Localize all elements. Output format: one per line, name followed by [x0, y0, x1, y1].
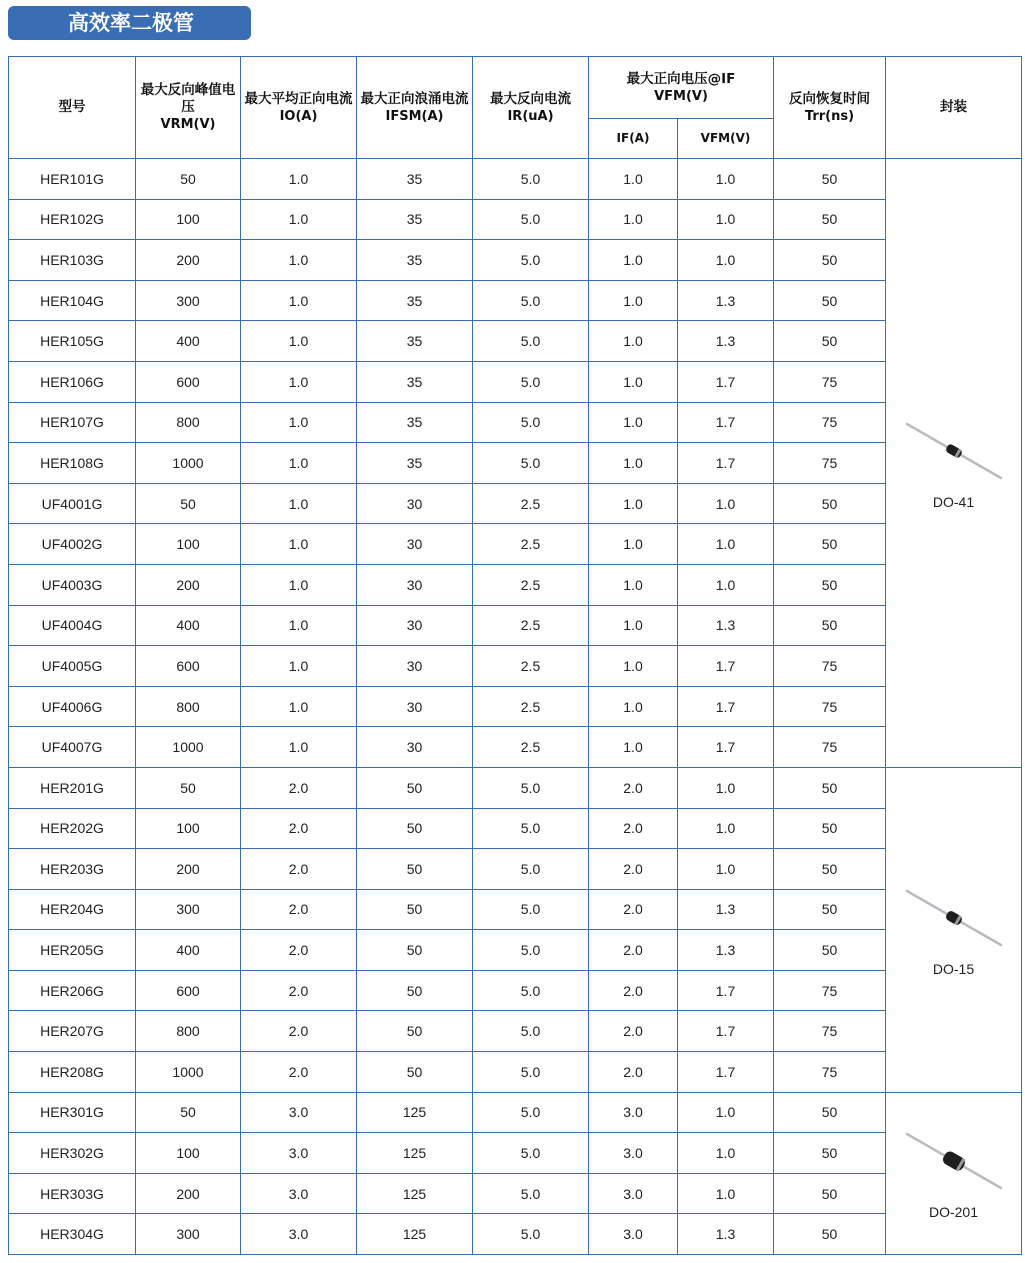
table-row [9, 1052, 1022, 1093]
cell-if: 1.0 [589, 159, 678, 200]
cell-ifsm: 50 [357, 970, 473, 1011]
cell-if: 1.0 [589, 280, 678, 321]
cell-vfm: 1.3 [678, 1214, 774, 1255]
cell-vrrm: 400 [136, 930, 241, 971]
cell-trr: 50 [774, 1133, 886, 1174]
cell-vfm: 1.7 [678, 646, 774, 687]
cell-vfm: 1.0 [678, 240, 774, 281]
cell-vrrm: 50 [136, 159, 241, 200]
cell-vrrm: 600 [136, 646, 241, 687]
cell-model: HER207G [9, 1011, 136, 1052]
cell-if: 2.0 [589, 849, 678, 890]
cell-vfm: 1.3 [678, 930, 774, 971]
cell-vfm: 1.7 [678, 1052, 774, 1093]
cell-vrrm: 400 [136, 321, 241, 362]
cell-ir: 5.0 [473, 321, 589, 362]
cell-vfm: 1.0 [678, 199, 774, 240]
cell-vfm: 1.7 [678, 1011, 774, 1052]
cell-io: 1.0 [241, 524, 357, 565]
header-vfm-unit: VFM(V) [654, 88, 708, 104]
header-model: 型号 [9, 57, 136, 159]
cell-ifsm: 50 [357, 889, 473, 930]
header-vrrm-label: 最大反向峰值电压 [140, 82, 236, 115]
cell-if: 2.0 [589, 970, 678, 1011]
cell-trr: 50 [774, 199, 886, 240]
cell-ifsm: 35 [357, 240, 473, 281]
cell-model: HER203G [9, 849, 136, 890]
cell-model: HER304G [9, 1214, 136, 1255]
cell-vfm: 1.7 [678, 686, 774, 727]
table-row [9, 443, 1022, 484]
cell-vrrm: 800 [136, 402, 241, 443]
cell-trr: 75 [774, 646, 886, 687]
header-trr-unit: Trr(ns) [804, 108, 855, 124]
cell-ir: 5.0 [473, 159, 589, 200]
cell-ir: 2.5 [473, 564, 589, 605]
header-vfm [589, 57, 774, 119]
cell-ifsm: 125 [357, 1173, 473, 1214]
cell-model: HER206G [9, 970, 136, 1011]
cell-ifsm: 35 [357, 280, 473, 321]
cell-ifsm: 30 [357, 605, 473, 646]
cell-ir: 5.0 [473, 849, 589, 890]
cell-model: HER201G [9, 767, 136, 808]
cell-io: 1.0 [241, 402, 357, 443]
cell-io: 1.0 [241, 646, 357, 687]
cell-ifsm: 35 [357, 159, 473, 200]
cell-if: 3.0 [589, 1173, 678, 1214]
cell-trr: 50 [774, 159, 886, 200]
cell-ifsm: 125 [357, 1133, 473, 1174]
cell-trr: 50 [774, 483, 886, 524]
cell-if: 3.0 [589, 1092, 678, 1133]
cell-ir: 5.0 [473, 443, 589, 484]
spec-table-body [9, 159, 1022, 1255]
cell-vrrm: 100 [136, 1133, 241, 1174]
cell-if: 3.0 [589, 1214, 678, 1255]
table-row [9, 240, 1022, 281]
cell-ir: 5.0 [473, 1173, 589, 1214]
cell-ifsm: 30 [357, 483, 473, 524]
cell-ir: 5.0 [473, 361, 589, 402]
cell-vrrm: 1000 [136, 1052, 241, 1093]
cell-vfm: 1.0 [678, 1133, 774, 1174]
cell-ifsm: 50 [357, 849, 473, 890]
cell-trr: 75 [774, 402, 886, 443]
cell-vfm: 1.0 [678, 1173, 774, 1214]
spec-table [8, 56, 1022, 1255]
cell-vfm: 1.3 [678, 280, 774, 321]
cell-vrrm: 1000 [136, 443, 241, 484]
cell-vrrm: 800 [136, 1011, 241, 1052]
cell-io: 2.0 [241, 767, 357, 808]
header-ir [473, 57, 589, 159]
cell-if: 1.0 [589, 321, 678, 362]
cell-ir: 5.0 [473, 402, 589, 443]
cell-trr: 75 [774, 686, 886, 727]
cell-if: 1.0 [589, 646, 678, 687]
cell-if: 1.0 [589, 605, 678, 646]
table-row [9, 1092, 1022, 1133]
cell-ir: 2.5 [473, 646, 589, 687]
cell-io: 1.0 [241, 159, 357, 200]
cell-trr: 75 [774, 1052, 886, 1093]
cell-ir: 2.5 [473, 605, 589, 646]
table-row [9, 808, 1022, 849]
cell-ifsm: 30 [357, 564, 473, 605]
cell-model: HER105G [9, 321, 136, 362]
table-row [9, 686, 1022, 727]
cell-vfm: 1.3 [678, 889, 774, 930]
cell-model: UF4004G [9, 605, 136, 646]
package-cell [886, 159, 1022, 768]
cell-vfm: 1.0 [678, 483, 774, 524]
cell-ifsm: 30 [357, 727, 473, 768]
cell-vrrm: 800 [136, 686, 241, 727]
page-title: 高效率二极管 [8, 6, 251, 40]
cell-io: 3.0 [241, 1092, 357, 1133]
cell-model: UF4006G [9, 686, 136, 727]
cell-model: HER205G [9, 930, 136, 971]
table-row [9, 361, 1022, 402]
table-row [9, 524, 1022, 565]
cell-model: UF4003G [9, 564, 136, 605]
cell-vfm: 1.0 [678, 564, 774, 605]
header-trr [774, 57, 886, 159]
table-row [9, 767, 1022, 808]
cell-ir: 5.0 [473, 767, 589, 808]
cell-vfm: 1.7 [678, 727, 774, 768]
cell-if: 3.0 [589, 1133, 678, 1174]
cell-vrrm: 100 [136, 524, 241, 565]
cell-vfm: 1.0 [678, 1092, 774, 1133]
cell-io: 1.0 [241, 727, 357, 768]
table-row [9, 159, 1022, 200]
cell-model: HER104G [9, 280, 136, 321]
cell-model: UF4002G [9, 524, 136, 565]
cell-io: 1.0 [241, 686, 357, 727]
header-package: 封装 [886, 57, 1022, 159]
cell-ifsm: 35 [357, 361, 473, 402]
table-row [9, 1011, 1022, 1052]
cell-trr: 50 [774, 849, 886, 890]
cell-vrrm: 1000 [136, 727, 241, 768]
table-row [9, 280, 1022, 321]
cell-model: HER204G [9, 889, 136, 930]
cell-if: 1.0 [589, 686, 678, 727]
cell-ifsm: 50 [357, 767, 473, 808]
cell-vfm: 1.7 [678, 443, 774, 484]
cell-trr: 50 [774, 240, 886, 281]
cell-vrrm: 200 [136, 849, 241, 890]
cell-ir: 5.0 [473, 1133, 589, 1174]
cell-ir: 5.0 [473, 930, 589, 971]
cell-if: 2.0 [589, 930, 678, 971]
cell-vrrm: 300 [136, 280, 241, 321]
cell-vrrm: 200 [136, 564, 241, 605]
header-ir-unit: IR(uA) [507, 108, 554, 124]
cell-io: 2.0 [241, 1011, 357, 1052]
cell-io: 1.0 [241, 605, 357, 646]
table-row [9, 1173, 1022, 1214]
cell-ifsm: 35 [357, 199, 473, 240]
cell-vrrm: 300 [136, 1214, 241, 1255]
cell-io: 2.0 [241, 849, 357, 890]
cell-vrrm: 50 [136, 1092, 241, 1133]
cell-model: HER302G [9, 1133, 136, 1174]
cell-ifsm: 50 [357, 808, 473, 849]
table-row [9, 970, 1022, 1011]
cell-if: 2.0 [589, 1052, 678, 1093]
cell-io: 3.0 [241, 1133, 357, 1174]
cell-io: 1.0 [241, 321, 357, 362]
table-row [9, 199, 1022, 240]
axial-diode-icon [899, 1126, 1009, 1196]
table-row [9, 889, 1022, 930]
cell-io: 1.0 [241, 443, 357, 484]
table-row [9, 646, 1022, 687]
table-row [9, 849, 1022, 890]
cell-if: 2.0 [589, 889, 678, 930]
cell-trr: 75 [774, 443, 886, 484]
cell-trr: 75 [774, 361, 886, 402]
cell-if: 1.0 [589, 361, 678, 402]
header-trr-label: 反向恢复时间 [789, 90, 870, 107]
table-row [9, 321, 1022, 362]
cell-model: HER208G [9, 1052, 136, 1093]
cell-io: 1.0 [241, 564, 357, 605]
cell-trr: 50 [774, 1173, 886, 1214]
cell-trr: 50 [774, 564, 886, 605]
cell-io: 1.0 [241, 361, 357, 402]
cell-trr: 75 [774, 727, 886, 768]
cell-trr: 50 [774, 280, 886, 321]
cell-ifsm: 30 [357, 524, 473, 565]
cell-vfm: 1.7 [678, 361, 774, 402]
cell-vrrm: 400 [136, 605, 241, 646]
package-name: DO-41 [932, 493, 975, 510]
cell-vrrm: 50 [136, 767, 241, 808]
cell-io: 1.0 [241, 483, 357, 524]
cell-ir: 2.5 [473, 524, 589, 565]
table-row [9, 564, 1022, 605]
cell-ifsm: 125 [357, 1092, 473, 1133]
header-ifsm-unit: IFSM(A) [385, 108, 444, 124]
cell-vfm: 1.0 [678, 767, 774, 808]
cell-ifsm: 50 [357, 1011, 473, 1052]
cell-vrrm: 200 [136, 240, 241, 281]
cell-io: 3.0 [241, 1173, 357, 1214]
cell-ir: 5.0 [473, 1214, 589, 1255]
cell-ir: 5.0 [473, 1011, 589, 1052]
cell-ir: 2.5 [473, 483, 589, 524]
cell-ir: 5.0 [473, 889, 589, 930]
header-ir-label: 最大反向电流 [490, 90, 571, 107]
cell-ir: 5.0 [473, 1052, 589, 1093]
cell-vrrm: 600 [136, 361, 241, 402]
cell-ifsm: 30 [357, 686, 473, 727]
table-row [9, 930, 1022, 971]
header-if-sub: IF(A) [589, 119, 678, 159]
cell-if: 1.0 [589, 483, 678, 524]
header-vfm-sub: VFM(V) [678, 119, 774, 159]
cell-ir: 2.5 [473, 727, 589, 768]
cell-if: 1.0 [589, 727, 678, 768]
cell-vrrm: 100 [136, 199, 241, 240]
cell-ifsm: 30 [357, 646, 473, 687]
cell-model: UF4005G [9, 646, 136, 687]
cell-trr: 50 [774, 1214, 886, 1255]
cell-model: HER108G [9, 443, 136, 484]
cell-model: HER101G [9, 159, 136, 200]
header-vrrm-unit: VRM(V) [160, 117, 216, 132]
cell-if: 1.0 [589, 402, 678, 443]
cell-io: 1.0 [241, 280, 357, 321]
cell-io: 2.0 [241, 1052, 357, 1093]
cell-trr: 50 [774, 889, 886, 930]
cell-io: 3.0 [241, 1214, 357, 1255]
cell-if: 2.0 [589, 808, 678, 849]
cell-if: 1.0 [589, 199, 678, 240]
cell-trr: 75 [774, 1011, 886, 1052]
cell-model: HER202G [9, 808, 136, 849]
cell-ir: 5.0 [473, 280, 589, 321]
header-io-label: 最大平均正向电流 [244, 90, 353, 107]
cell-trr: 75 [774, 970, 886, 1011]
cell-trr: 50 [774, 321, 886, 362]
package-cell [886, 767, 1022, 1092]
header-io-unit: IO(A) [279, 108, 318, 124]
cell-io: 2.0 [241, 889, 357, 930]
cell-trr: 50 [774, 605, 886, 646]
cell-ifsm: 50 [357, 1052, 473, 1093]
cell-ir: 5.0 [473, 808, 589, 849]
package-name: DO-201 [928, 1204, 979, 1221]
package-cell [886, 1092, 1022, 1254]
cell-trr: 50 [774, 808, 886, 849]
cell-ir: 5.0 [473, 970, 589, 1011]
cell-if: 2.0 [589, 1011, 678, 1052]
cell-ir: 5.0 [473, 1092, 589, 1133]
header-vfm-label: 最大正向电压@IF [626, 70, 736, 87]
cell-model: HER103G [9, 240, 136, 281]
cell-if: 2.0 [589, 767, 678, 808]
cell-vrrm: 50 [136, 483, 241, 524]
package-name: DO-15 [932, 960, 975, 977]
header-vrrm [136, 57, 241, 159]
cell-vrrm: 300 [136, 889, 241, 930]
cell-ifsm: 35 [357, 443, 473, 484]
cell-model: HER301G [9, 1092, 136, 1133]
cell-ir: 2.5 [473, 686, 589, 727]
cell-model: HER106G [9, 361, 136, 402]
cell-model: UF4007G [9, 727, 136, 768]
cell-io: 2.0 [241, 808, 357, 849]
cell-trr: 50 [774, 524, 886, 565]
header-io [241, 57, 357, 159]
cell-vfm: 1.0 [678, 524, 774, 565]
cell-vrrm: 600 [136, 970, 241, 1011]
cell-vfm: 1.3 [678, 605, 774, 646]
cell-vfm: 1.3 [678, 321, 774, 362]
cell-io: 1.0 [241, 199, 357, 240]
cell-model: HER303G [9, 1173, 136, 1214]
cell-vfm: 1.0 [678, 808, 774, 849]
cell-if: 1.0 [589, 524, 678, 565]
cell-if: 1.0 [589, 443, 678, 484]
cell-ifsm: 50 [357, 930, 473, 971]
cell-vfm: 1.0 [678, 159, 774, 200]
cell-vfm: 1.7 [678, 402, 774, 443]
cell-vfm: 1.7 [678, 970, 774, 1011]
cell-model: UF4001G [9, 483, 136, 524]
cell-ir: 5.0 [473, 240, 589, 281]
cell-if: 1.0 [589, 240, 678, 281]
table-row [9, 605, 1022, 646]
cell-io: 1.0 [241, 240, 357, 281]
cell-trr: 50 [774, 767, 886, 808]
axial-diode-icon [899, 883, 1009, 953]
cell-ifsm: 35 [357, 321, 473, 362]
table-row [9, 1133, 1022, 1174]
table-row [9, 727, 1022, 768]
cell-ifsm: 35 [357, 402, 473, 443]
table-row [9, 1214, 1022, 1255]
cell-vrrm: 200 [136, 1173, 241, 1214]
cell-trr: 50 [774, 1092, 886, 1133]
cell-ir: 5.0 [473, 199, 589, 240]
cell-vrrm: 100 [136, 808, 241, 849]
table-row [9, 483, 1022, 524]
cell-io: 2.0 [241, 930, 357, 971]
header-ifsm-label: 最大正向浪涌电流 [360, 90, 469, 107]
cell-if: 1.0 [589, 564, 678, 605]
cell-ifsm: 125 [357, 1214, 473, 1255]
table-row [9, 402, 1022, 443]
cell-model: HER107G [9, 402, 136, 443]
axial-diode-icon [899, 416, 1009, 486]
cell-vfm: 1.0 [678, 849, 774, 890]
header-ifsm [357, 57, 473, 159]
cell-trr: 50 [774, 930, 886, 971]
cell-model: HER102G [9, 199, 136, 240]
cell-io: 2.0 [241, 970, 357, 1011]
